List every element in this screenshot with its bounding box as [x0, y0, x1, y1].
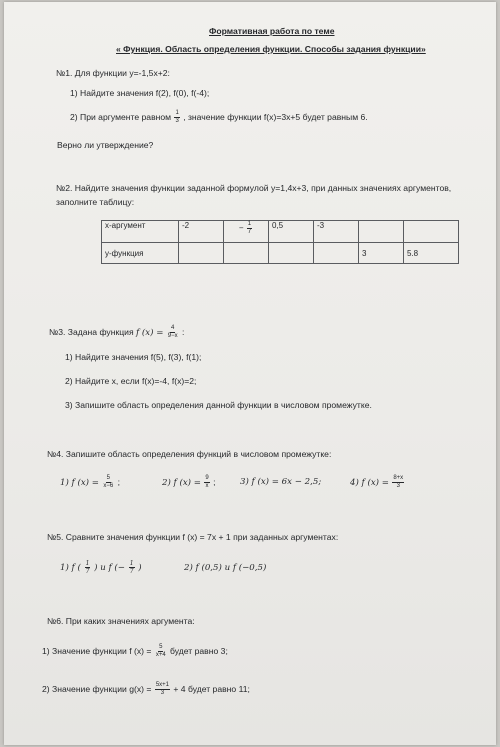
- task3-item2: 2) Найдите х, если f(x)=-4, f(x)=2;: [65, 376, 197, 386]
- task4-f2: [162, 475, 215, 490]
- table-cell: 0,5: [269, 221, 314, 243]
- task4-f3: 3) f (x) = 6x − 2,5;: [240, 477, 322, 487]
- task6-i2-num: 5x+1: [155, 682, 169, 688]
- table-cell: [224, 243, 269, 264]
- task1-heading-text: №1. Для функции у=-1,5х+2:: [56, 68, 170, 78]
- task1-item2-post: , значение функции f(x)=3x+5 будет равным 6.: [183, 111, 368, 122]
- task3-item3: 3) Запишите область определения данной функции в числовом промежутке.: [65, 400, 372, 410]
- page-title: Формативная работа по теме: [209, 26, 335, 36]
- task5-c1-b: ) и f (−: [94, 563, 125, 573]
- task4-f2-num: 9: [205, 475, 209, 481]
- task1-frac-num: 1: [175, 110, 179, 116]
- values-table: [101, 220, 459, 264]
- table-cell: 3: [359, 243, 404, 264]
- task6-i1-den: x+4: [155, 652, 166, 658]
- task5-compare1: [60, 560, 142, 575]
- task4-f2-pre: 2) f (x) =: [162, 477, 201, 488]
- table-cell-x-label: х-аргумент: [102, 221, 179, 243]
- task4-f2-den: x: [205, 483, 209, 489]
- task1-item2-pre: 2) При аргументе равном: [70, 111, 172, 122]
- task4-f4-num: 8+x: [393, 475, 404, 481]
- task3-fraction: [167, 325, 179, 340]
- task6-i2-post: + 4 будет равно 11;: [173, 683, 250, 694]
- task4-f2-post: ;: [213, 476, 216, 487]
- task4-f2-fraction: [204, 475, 209, 490]
- task6-item2: [42, 682, 250, 697]
- task5-c1-a: 1) f (: [60, 563, 81, 573]
- task4-f1-num: 5: [106, 475, 110, 481]
- page-subtitle: « Функция. Область определения функции. Способы задания функции»: [116, 44, 426, 54]
- task4-f1: [60, 475, 120, 490]
- table-row-x: [102, 221, 459, 243]
- task6-i1-pre: 1) Значение функции f (x) =: [42, 645, 152, 656]
- task6-i2-fraction: [155, 682, 170, 697]
- task1-item2: [70, 110, 368, 125]
- task6-i2-pre: 2) Значение функции g(x) =: [42, 683, 152, 694]
- task3-heading-pre: №3. Задана функция: [49, 326, 134, 337]
- task3-func-lhs: f (x) =: [136, 327, 164, 338]
- task5-c1-num2: 1: [129, 560, 134, 567]
- task5-c1-den2: 7: [129, 568, 134, 575]
- task5-heading: №5. Сравните значения функции f (x) = 7x + 1 при заданных аргументах:: [47, 532, 339, 542]
- task4-f4-pre: 4) f (x) =: [350, 477, 389, 488]
- table-cell: [269, 243, 314, 264]
- table-frac: [247, 221, 252, 236]
- task5-c1-num: 1: [85, 560, 90, 567]
- task3-frac-den: 9−x: [167, 333, 178, 339]
- task6-i1-fraction: [155, 644, 167, 659]
- table-frac-num: 1: [247, 221, 252, 227]
- task2-heading-line1: №2. Найдите значения функции заданной формулой у=1,4х+3, при данных значениях аргументов,: [56, 183, 452, 193]
- task6-i2-den: 3: [160, 690, 165, 696]
- worksheet-page: [4, 2, 496, 745]
- task5-c1-c: ): [138, 563, 142, 573]
- task4-f1-den: x−6: [103, 483, 114, 489]
- table-cell: [179, 243, 224, 264]
- table-cell: 5.8: [404, 243, 459, 264]
- task4-f4-fraction: [392, 475, 404, 490]
- task3-frac-num: 4: [171, 325, 175, 331]
- task6-heading: №6. При каких значениях аргумента:: [47, 616, 195, 626]
- task1-heading: [56, 68, 170, 79]
- table-cell-fraction: [224, 221, 269, 243]
- task1-fraction: [174, 110, 179, 125]
- task6-i1-num: 5: [159, 644, 163, 650]
- task1-item1: 1) Найдите значения f(2), f(0), f(-4);: [70, 88, 210, 98]
- task4-f1-pre: 1) f (x) =: [60, 477, 99, 488]
- task3-item1: 1) Найдите значения f(5), f(3), f(1);: [65, 352, 202, 362]
- task1-question: Верно ли утверждение?: [57, 140, 154, 150]
- task2-heading-line2: заполните таблицу:: [56, 197, 135, 207]
- task5-compare2: 2) f (0,5) и f (−0,5): [184, 563, 267, 573]
- task5-c1-fraction2: [129, 560, 135, 575]
- table-cell: -2: [179, 221, 224, 243]
- task4-f1-fraction: [102, 475, 114, 490]
- task4-heading: №4. Запишите область определения функций в числовом промежутке:: [47, 449, 332, 459]
- task6-item1: [42, 644, 228, 659]
- minus-sign: −: [238, 223, 244, 233]
- table-cell: [314, 243, 359, 264]
- table-cell-y-label: у-функция: [102, 243, 179, 264]
- task4-f1-post: ;: [117, 476, 120, 487]
- task5-c1-den: 7: [85, 568, 90, 575]
- table-row-y: [102, 243, 459, 264]
- table-cell: [359, 221, 404, 243]
- task4-f4-den: 3: [396, 483, 400, 489]
- task5-c1-fraction: [85, 560, 91, 575]
- table-cell: [404, 221, 459, 243]
- task3-heading: [49, 325, 184, 340]
- task1-frac-den: 3: [175, 118, 179, 124]
- task3-heading-post: :: [182, 326, 185, 337]
- table-frac-den: 7: [247, 229, 252, 235]
- table-cell: -3: [314, 221, 359, 243]
- task6-i1-post: будет равно 3;: [170, 645, 228, 656]
- task4-f4: [350, 475, 405, 490]
